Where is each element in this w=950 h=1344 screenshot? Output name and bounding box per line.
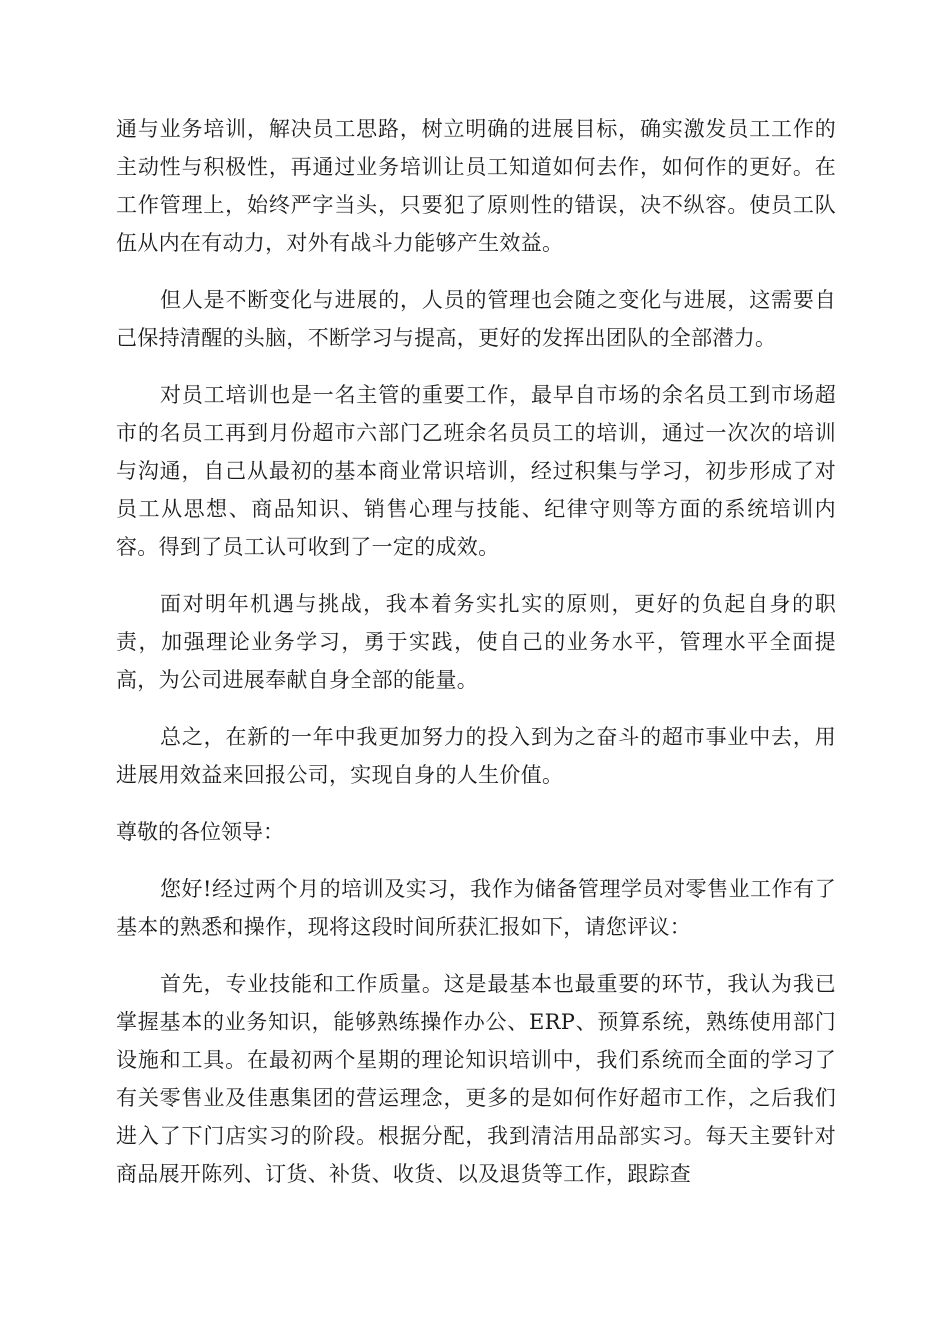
body-paragraph-7: 首先，专业技能和工作质量。这是最基本也最重要的环节，我认为我已掌握基本的业务知识，能够熟练操作办公、ERP、预算系统，熟练使用部门设施和工具。在最初两个星期的理论知识培训中，我们系统而全面的学习了有关零售业及佳惠集团的营运理念，更多的是如何作好超市工作，之后我们进入了下门店实习的阶段。根据分配，我到清洁用品部实习。每天主要针对商品展开陈列、订货、补货、收货、以及退货等工作，跟踪查 bbox=[116, 972, 836, 1186]
document-page bbox=[116, 110, 836, 1212]
body-paragraph-6: 您好!经过两个月的培训及实习，我作为储备管理学员对零售业工作有了基本的熟悉和操作，现将这段时间所获汇报如下，请您评议： bbox=[116, 877, 836, 939]
body-paragraph-2: 但人是不断变化与进展的，人员的管理也会随之变化与进展，这需要自己保持清醒的头脑，不断学习与提高，更好的发挥出团队的全部潜力。 bbox=[116, 288, 836, 350]
body-paragraph-3: 对员工培训也是一名主管的重要工作，最早自市场的余名员工到市场超市的名员工再到月份超市六部门乙班余名员员工的培训，通过一次次的培训与沟通，自己从最初的基本商业常识培训，经过积集与学习，初步形成了对员工从思想、商品知识、销售心理与技能、纪律守则等方面的系统培训内容。得到了员工认可收到了一定的成效。 bbox=[116, 383, 836, 559]
salutation: 尊敬的各位领导： bbox=[116, 820, 284, 844]
body-paragraph-4: 面对明年机遇与挑战，我本着务实扎实的原则，更好的负起自身的职责，加强理论业务学习，勇于实践，使自己的业务水平，管理水平全面提高，为公司进展奉献自身全部的能量。 bbox=[116, 592, 836, 692]
body-paragraph-1: 通与业务培训，解决员工思路，树立明确的进展目标，确实激发员工工作的主动性与积极性，再通过业务培训让员工知道如何去作，如何作的更好。在工作管理上，始终严字当头，只要犯了原则性的错误，决不纵容。使员工队伍从内在有动力，对外有战斗力能够产生效益。 bbox=[116, 117, 836, 255]
body-paragraph-5: 总之，在新的一年中我更加努力的投入到为之奋斗的超市事业中去，用进展用效益来回报公司，实现自身的人生价值。 bbox=[116, 725, 836, 787]
